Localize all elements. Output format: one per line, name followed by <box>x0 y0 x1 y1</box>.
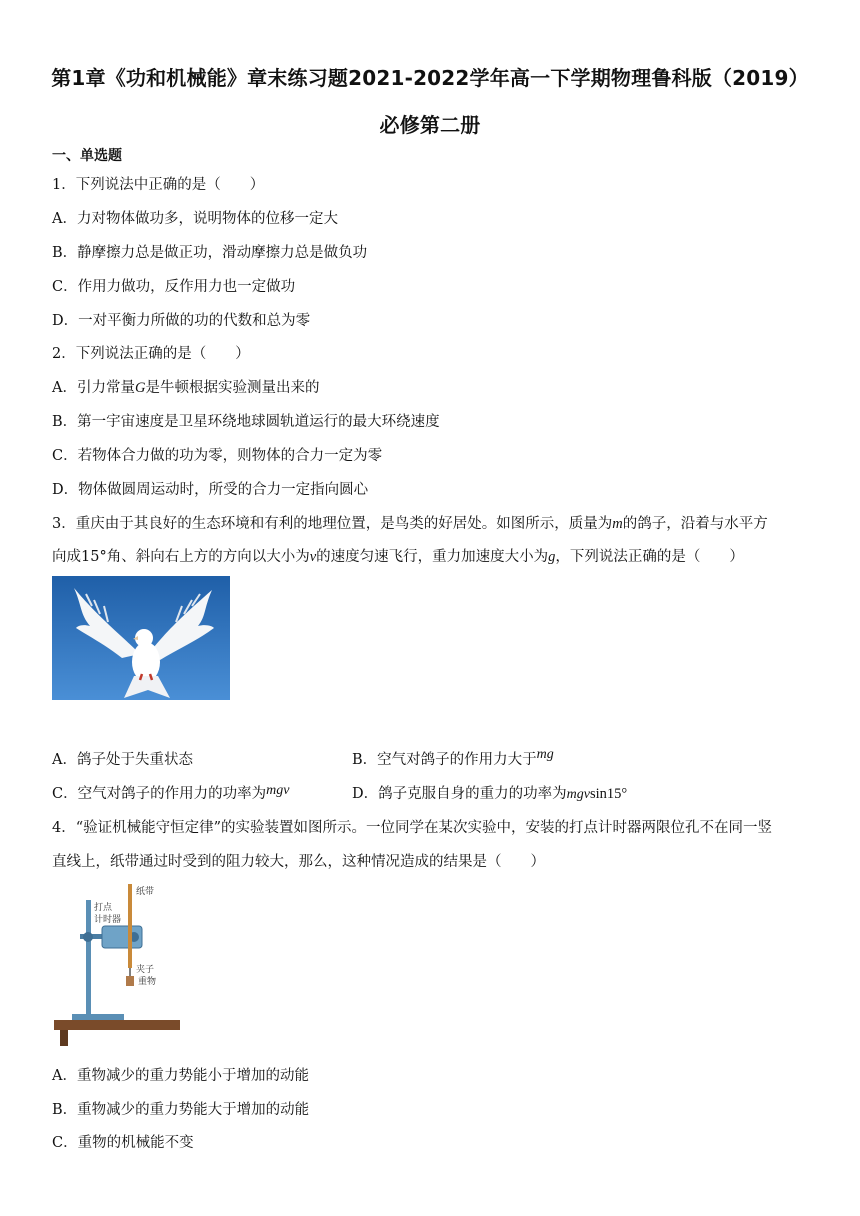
q4-option-c: C．重物的机械能不变 <box>52 1135 194 1151</box>
q3-option-c-math: mgv <box>266 783 290 798</box>
label-clip: 夹子 <box>136 965 155 975</box>
q4-stem-line2: 直线上，纸带通过时受到的阻力较大，那么，这种情况造成的结果是（ ） <box>52 854 545 870</box>
q3-option-d-tail: sin15° <box>589 786 628 802</box>
q3-stem-text3: 向成15°角、斜向右上方的方向以大小为 <box>52 549 310 565</box>
q3-stem-text: 3．重庆由于其良好的生态环境和有利的地理位置，是鸟类的好居处。如图所示，质量为 <box>52 516 613 532</box>
q1-stem: 1．下列说法中正确的是（ ） <box>52 177 265 193</box>
q2-stem: 2．下列说法正确的是（ ） <box>52 346 250 362</box>
weight <box>126 976 134 986</box>
q1-option-a: A．力对物体做功多，说明物体的位移一定大 <box>52 211 338 227</box>
q3-option-b-text: B．空气对鸽子的作用力大于 <box>352 752 537 768</box>
document-title-line2: 必修第二册 <box>379 113 481 137</box>
q3-option-d <box>352 782 627 803</box>
experiment-apparatus-figure <box>52 880 182 1046</box>
q3-var-m: m <box>612 516 623 532</box>
q2-option-a-text: A．引力常量 <box>52 380 135 396</box>
q3-option-b <box>352 748 554 769</box>
q2-option-c: C．若物体合力做的功为零，则物体的合力一定为零 <box>52 448 383 464</box>
q2-option-b: B．第一宇宙速度是卫星环绕地球圆轨道运行的最大环绕速度 <box>52 414 440 430</box>
label-timer1: 打点 <box>94 903 113 913</box>
q4-stem-line1: 4．“验证机械能守恒定律”的实验装置如图所示。一位同学在某次实验中，安装的打点计时器两限位孔不在同一竖 <box>52 820 773 836</box>
q3-stem-text5: ，下列说法正确的是（ ） <box>555 549 744 565</box>
q3-option-c-text: C．空气对鸽子的作用力的功率为 <box>52 786 267 802</box>
paper-tape <box>128 884 132 968</box>
dove-illustration <box>52 576 230 700</box>
section-heading: 一、单选题 <box>52 148 122 164</box>
apparatus-illustration <box>52 880 182 1046</box>
q3-option-a: A．鸽子处于失重状态 <box>52 752 193 768</box>
q3-stem-text4: 的速度匀速飞行，重力加速度大小为 <box>316 549 549 565</box>
q3-stem-line2 <box>52 545 744 566</box>
q3-option-b-math: mg <box>536 747 554 762</box>
q2-option-a-var: G <box>134 380 146 396</box>
q3-var-v: v <box>309 549 317 565</box>
table-top <box>54 1020 180 1030</box>
dove-photo <box>52 576 230 700</box>
stand-rod <box>86 900 91 1016</box>
q1-option-d: D．一对平衡力所做的功的代数和总为零 <box>52 313 311 329</box>
q3-option-c <box>52 782 289 803</box>
document-title-line1: 第1章《功和机械能》章末练习题2021-2022学年高一下学期物理鲁科版（2019） <box>51 66 809 90</box>
q3-stem-text2: 的鸽子，沿着与水平方 <box>622 516 768 532</box>
q3-option-d-math: mgv <box>566 787 590 802</box>
label-weight: 重物 <box>138 977 157 987</box>
q4-option-a: A．重物减少的重力势能小于增加的动能 <box>52 1068 309 1084</box>
q3-option-d-text: D．鸽子克服自身的重力的功率为 <box>352 786 567 802</box>
q3-var-g: g <box>548 549 556 565</box>
q1-option-c: C．作用力做功，反作用力也一定做功 <box>52 279 296 295</box>
q2-option-a <box>52 376 319 397</box>
q2-option-a-text2: 是牛顿根据实验测量出来的 <box>145 380 320 396</box>
q2-option-d: D．物体做圆周运动时，所受的合力一定指向圆心 <box>52 482 369 498</box>
q1-option-b: B．静摩擦力总是做正功，滑动摩擦力总是做负功 <box>52 245 368 261</box>
label-timer2: 计时器 <box>94 915 122 925</box>
q4-option-b: B．重物减少的重力势能大于增加的动能 <box>52 1102 310 1118</box>
q3-stem-line1 <box>52 512 768 533</box>
label-tape: 纸带 <box>136 887 155 897</box>
